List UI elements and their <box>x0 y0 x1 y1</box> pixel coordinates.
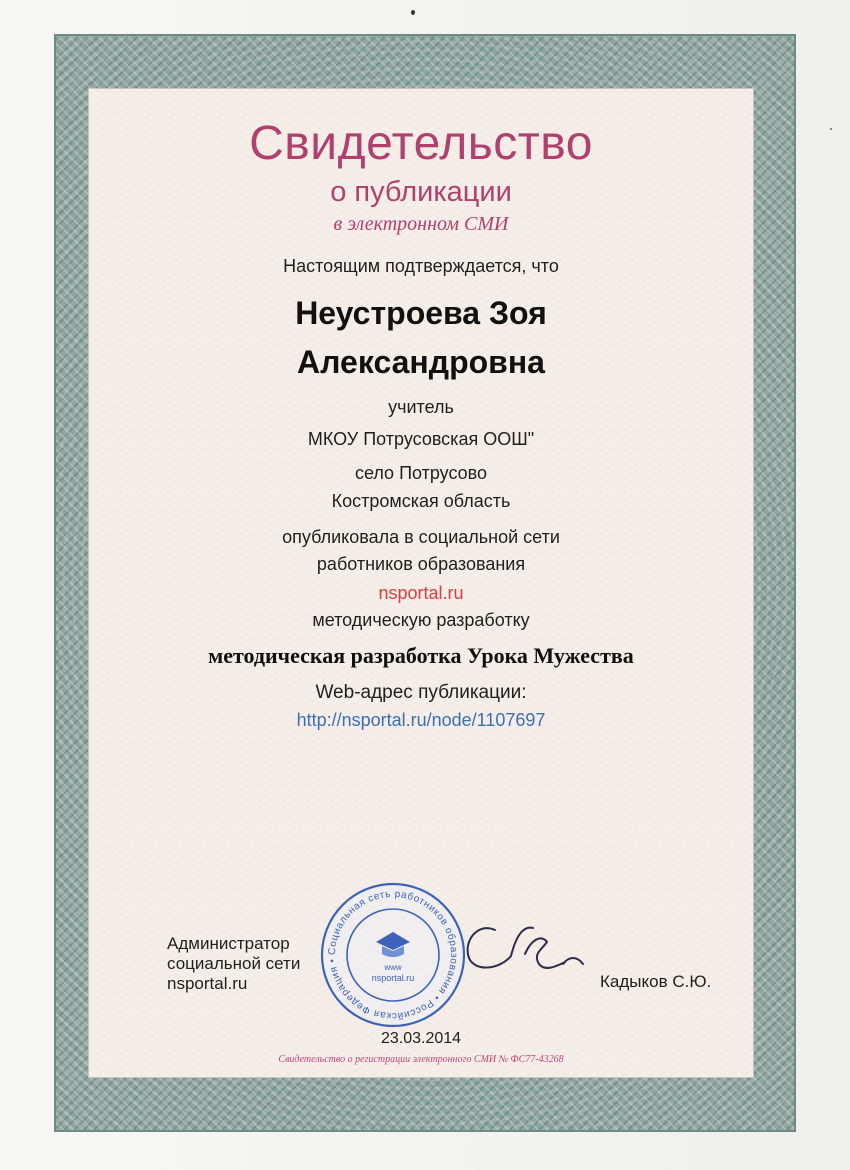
official-seal <box>318 880 468 1030</box>
certificate-medium: в электронном СМИ <box>333 213 509 235</box>
publication-link[interactable]: http://nsportal.ru/node/1107697 <box>296 710 546 730</box>
recipient-position: учитель <box>388 397 454 417</box>
recipient-name-line1: Неустроева Зоя <box>295 295 547 331</box>
punch-dot <box>411 10 415 15</box>
web-address-label: Web-адрес публикации: <box>315 682 527 703</box>
confirm-text: Настоящим подтверждается, что <box>283 256 559 276</box>
signer-name: Кадыков С.Ю. <box>600 972 712 991</box>
handwritten-signature <box>455 912 595 992</box>
recipient-school: МКОУ Потрусовская ООШ" <box>307 429 535 449</box>
published-text-line2: работников образования <box>316 554 526 574</box>
site-name: nsportal.ru <box>378 583 464 603</box>
seal-www: www <box>384 963 402 972</box>
certificate-title: Свидетельство <box>249 117 593 170</box>
admin-line2: социальной сети <box>167 954 301 973</box>
speck-dot <box>830 128 832 130</box>
recipient-region: Костромская область <box>331 491 511 511</box>
certificate-subtitle: о публикации <box>330 176 512 208</box>
seal-ring-text: Социальная сеть работников образования • Российская Федерация • <box>326 888 460 1022</box>
admin-line1: Администратор <box>167 934 290 953</box>
registration-note: Свидетельство о регистрации электронного СМИ № ФС77-43268 <box>278 1054 564 1065</box>
admin-line3: nsportal.ru <box>167 974 248 993</box>
recipient-name-line2: Александровна <box>297 344 545 380</box>
issue-date: 23.03.2014 <box>380 1030 462 1047</box>
material-type: методическую разработку <box>312 610 530 630</box>
work-title: методическая разработка Урока Мужества <box>208 643 634 668</box>
published-text-line1: опубликовала в социальной сети <box>282 527 560 547</box>
admin-block <box>167 934 300 994</box>
seal-site: nsportal.ru <box>371 973 415 983</box>
recipient-village: село Потрусово <box>354 463 488 483</box>
